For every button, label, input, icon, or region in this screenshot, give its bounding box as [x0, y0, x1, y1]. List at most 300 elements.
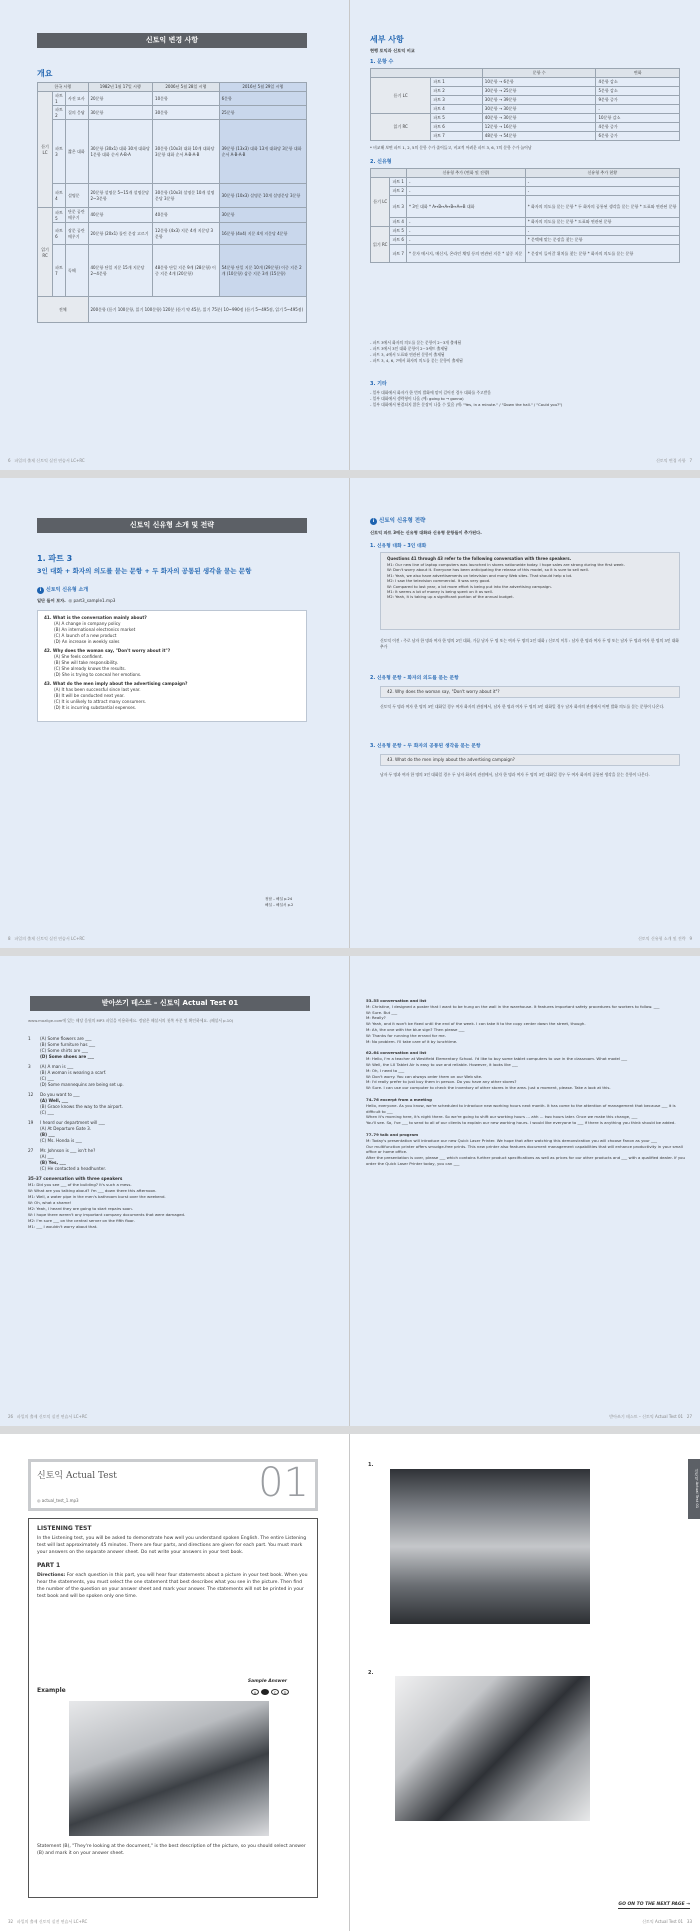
- page-folio: [638, 936, 692, 942]
- cell: 9문항 증가: [596, 96, 680, 105]
- heading-3: 3. 신유형 문항 – 두 화자의 공통된 생각을 묻는 문항: [370, 744, 481, 749]
- page-33: [350, 1434, 700, 1931]
- page-folio: [609, 1414, 692, 1420]
- cell: 파트 5: [53, 208, 66, 223]
- cell: 4문항 감소: [596, 78, 680, 87]
- info-icon: i: [37, 587, 44, 594]
- listening-text: In the Listening test, you will be asked to demonstrate how well you understand spoken English. The entire Listening test will last approximately 45 minutes. There are four parts, and directions are given for each part. You must mark your answers on the separate answer sheet. Do not write your answers in your test book.: [37, 1536, 307, 1555]
- block-line[interactable]: W: Sure. I can use our computer to check the inventory of other stores in the area. Just a moment, please. Take a look at this.: [366, 1085, 611, 1091]
- cell: 30문항 (10x3) 설명문 10개 설명문당 3문항: [153, 184, 220, 208]
- page-folio: [8, 458, 85, 464]
- total-label: 전체: [38, 297, 89, 323]
- page-7: [350, 0, 700, 470]
- heading-2: 2. 신유형 문항 – 화자의 의도를 묻는 문항: [370, 676, 459, 681]
- question-2-photo: [395, 1676, 590, 1821]
- block-line[interactable]: M: Oh, I need to ___: [366, 1067, 405, 1073]
- question-text: 42. Why does the woman say, "Don't worry about it"?: [44, 648, 171, 653]
- item-number: 12: [28, 1092, 34, 1097]
- item-number: 19: [28, 1120, 34, 1125]
- item-line[interactable]: (D) Some mannequins are being set up.: [40, 1082, 124, 1087]
- item-line[interactable]: (C) ___: [40, 1110, 54, 1115]
- item-line[interactable]: (D) Some shoes are ___: [40, 1054, 94, 1059]
- cell: 파트 6: [390, 236, 407, 245]
- page-folio: [642, 1919, 692, 1925]
- listening-heading: LISTENING TEST: [37, 1525, 92, 1532]
- page-number: 27: [686, 1414, 692, 1419]
- spread-2: [0, 478, 700, 948]
- cell: 파트 4: [431, 105, 483, 114]
- th-2016: 2016년 5월 29일 시행: [219, 83, 306, 92]
- block-line[interactable]: M: Christine, I designed a poster that I want to be hung on the wall in the warehouse. It features important safety procedures for workers to follow. ___: [366, 1003, 660, 1009]
- th-count: 문항 수: [482, 69, 596, 78]
- total-text: 200문항 (듣기 100문항, 읽기 100문항) 120분 (듣기 약 45분, 읽기 75분) 10~990점 (듣기 5~495점, 읽기 5~495점): [88, 297, 306, 323]
- page-number: 8: [8, 936, 11, 941]
- part-heading: PART 1: [37, 1562, 61, 1569]
- block-title: 53–55 conversation and list: [366, 998, 427, 1003]
- dictation-blocks: [366, 998, 686, 1167]
- cell: 40문항: [88, 208, 153, 223]
- item-number: 27: [28, 1148, 34, 1153]
- folio-text: 파일의 출제 신토익 실전 연습서 LC+RC: [14, 936, 85, 941]
- conversation-line[interactable]: M2: I'm sure ___ on the central server on the fifth floor.: [28, 1218, 135, 1223]
- cell: 10문항 감소: [596, 114, 680, 123]
- cell: 파트 6: [53, 223, 66, 245]
- th-korea: 한국 시행: [38, 83, 89, 92]
- cell: 파트 2: [53, 106, 66, 120]
- cell: 질의 응답: [66, 106, 88, 120]
- option[interactable]: (A) It has been successful since last year.: [54, 687, 141, 692]
- block-line[interactable]: W: Sure. But ___: [366, 1009, 398, 1015]
- option[interactable]: (D) She is trying to conceal her emotions.: [54, 672, 142, 677]
- subsection-2: 2. 신유형: [370, 159, 392, 165]
- cell: 20문항 (20x1) 틀린 문장 고르기: [88, 223, 153, 245]
- cell: 30문항: [153, 106, 220, 120]
- item-number: 3: [28, 1064, 31, 1069]
- block-line[interactable]: W: Thanks for running the errand for me.: [366, 1032, 446, 1038]
- question-text: 41. What is the conversation mainly about?: [44, 615, 147, 620]
- section-heading: [370, 516, 425, 525]
- block-line[interactable]: M: No problem. I'll take care of it by lunchtime.: [366, 1038, 458, 1044]
- conversation-line[interactable]: W: Oh, what a shame!: [28, 1200, 72, 1205]
- folio-text: 파일의 출제 신토익 실전 연습서 LC+RC: [16, 1919, 88, 1924]
- page-27: [350, 956, 700, 1426]
- conversation-line[interactable]: W: I hope there weren't any important company documents that were damaged.: [28, 1212, 186, 1217]
- bubble-c[interactable]: C: [271, 1689, 279, 1695]
- cell: 30문항 (10x3) 대화 10개 대화당 3문항 대화 순서 A-B-A-B: [153, 120, 220, 184]
- note-line: - 일부 대화에서 화자가 한 번의 발화에 말이 길어진 경우 대화를 주고받음: [370, 390, 492, 395]
- cell: 설명문: [66, 184, 88, 208]
- page-folio: [8, 1414, 87, 1420]
- go-on-footer: [618, 1902, 690, 1909]
- heading-1: 1. 신유형 대화 – 3인 대화: [370, 544, 427, 549]
- item-number: 1: [28, 1036, 31, 1041]
- folio-text: 신토익 Actual Test 01: [642, 1919, 684, 1924]
- notes-block: [370, 340, 680, 364]
- cell: -: [407, 236, 526, 245]
- cell: 파트 7: [53, 245, 66, 297]
- cell: 단문 공란 메우기: [66, 208, 88, 223]
- listening-box: [28, 1518, 318, 1898]
- page-number: 32: [8, 1919, 14, 1924]
- cell: 20문항 설명문 5~15개 설명문당 2~3문항: [88, 184, 153, 208]
- cell: 파트 3: [53, 120, 66, 184]
- go-on-text: GO ON TO THE NEXT PAGE: [618, 1902, 685, 1907]
- question-text: 43. What do the men imply about the advertising campaign?: [387, 757, 515, 762]
- sub-heading: [37, 586, 88, 594]
- audio-file[interactable]: actual_test_1.mp3: [41, 1498, 79, 1503]
- script-line: W: Don't worry about it. Everyone has been anticipating the release of this model, so it is sure to sell well.: [387, 567, 589, 573]
- cell: 30문항: [88, 106, 153, 120]
- option[interactable]: (C) A launch of a new product: [54, 633, 117, 638]
- rc-label: 읽기 RC: [371, 227, 390, 263]
- audio-line: [37, 1498, 79, 1503]
- test-number: 01: [258, 1460, 309, 1506]
- sub-heading-text: 신토익 신유형 소개: [46, 587, 89, 593]
- cell: * 화자의 의도를 묻는 문항 * 두 화자의 공통된 생각을 묻는 문항 * 도표와 연관된 문항: [525, 196, 679, 218]
- page-number: 26: [8, 1414, 14, 1419]
- note-line: - 파트 3에서 3인 대화 문항이 2~3세트 출제됨: [370, 346, 448, 351]
- answer-ref-1: 정답 – 해설 p.24: [265, 897, 293, 901]
- block-line[interactable]: You'll see. So, I've ___ to send to all of our clients to explain our new working hours. I would like everyone to ___ if there is anything you think should be added.: [366, 1120, 676, 1126]
- th-status: 신유형 추가 현황: [525, 169, 679, 178]
- block-line[interactable]: Our multifunction printer offers smudge-free prints. This new printer also features document management capabilities that will enhance productivity in your small office or home office.: [366, 1143, 683, 1155]
- block-line[interactable]: M: Hello, I'm a teacher at Westfield Elementary School. I'd like to buy some tablet computers to use in the classroom. What model ___: [366, 1056, 628, 1062]
- cell: -: [525, 187, 679, 196]
- item-line[interactable]: (C) Some shirts are ___: [40, 1048, 88, 1053]
- item-line[interactable]: (B) Some furniture has ___: [40, 1042, 96, 1047]
- page-32: [0, 1434, 350, 1931]
- directions: [37, 1572, 309, 1600]
- options: [44, 687, 300, 711]
- page-number: 9: [689, 936, 692, 941]
- answer-ref: [265, 896, 293, 908]
- cell: 12문항 → 16문항: [482, 123, 596, 132]
- script-line: W: Compared to last year, a lot more effort is being put into the advertising campaign.: [387, 583, 552, 589]
- listen-label: 일단 들어 보자.: [37, 598, 66, 603]
- cell: 파트 2: [431, 87, 483, 96]
- part-title: 1. 파트 3: [37, 554, 73, 563]
- cell: 파트 6: [431, 123, 483, 132]
- page-banner: 받아쓰기 테스트 – 신토익 Actual Test 01: [30, 996, 310, 1011]
- block-line[interactable]: M: Really?: [366, 1015, 386, 1021]
- cell: 16문항 (4x4) 지문 4개 지문당 4문항: [219, 223, 306, 245]
- script-line: M2: I saw the television commercial. It was very good.: [387, 578, 491, 584]
- th-2006: 2006년 5월 28일 시행: [153, 83, 220, 92]
- explanation-1: 신토익 이전 : 주로 남자 한 명과 여자 한 명의 2인 대화, 가끔 남자 두 명 또는 여자 두 명의 2인 대화 / 신토익 이후 : 남자 한 명과 여자 두 명 또는 남자 두 명과 여자 한 명의 3인 대화 추가: [380, 638, 679, 649]
- note-line: - 일부 대화에서 생략형이 나옴 (예: going to → gonna): [370, 396, 464, 401]
- audio-file[interactable]: part3_sample1.mp3: [73, 598, 116, 603]
- cell: 48문항 단일 지문 9개 (28문항) 이중 지문 4개 (20문항): [153, 245, 220, 297]
- page-folio: [656, 458, 692, 464]
- question-number-2: 2.: [368, 1670, 374, 1676]
- explanation-3: 남자 두 명과 여자 한 명의 3인 대화일 경우 두 남자 화자의 관점에서, 남자 한 명과 여자 두 명의 3인 대화일 경우 두 여자 화자의 공통된 생각을 묻는 문항이 나온다.: [380, 772, 650, 777]
- cell: 30문항: [219, 208, 306, 223]
- conversation-line[interactable]: M1: Did you see ___ of the building? It's such a mess.: [28, 1182, 132, 1187]
- cell: 30문항 (30x1) 대화 30개 대화당 1문항 대화 순서 A-B-A: [88, 120, 153, 184]
- answer-ref-2: 해설 – 해설서 p.2: [265, 903, 294, 907]
- note-line: - 파트 3, 4에서 도표와 연관된 문항이 출제됨: [370, 352, 445, 357]
- questions-lead: Questions 41 through 43 refer to the following conversation with three speakers.: [387, 556, 572, 561]
- th-1982: 1982년 1월 17일 시행: [88, 83, 153, 92]
- block-line[interactable]: When it's morning here, it's night there. So we're going to shift our working hours ... ahh ... two hours later. Once we make this change, ___: [366, 1114, 638, 1120]
- note-line: - 일부 대화에서 완결되지 않은 문장이 나올 수 있음 (예: "Yes, in a minute." / "Down the hall." / "Could you?"): [370, 402, 563, 407]
- test-header: [28, 1459, 318, 1511]
- question-43: [44, 681, 300, 711]
- item-line[interactable]: (C) He contacted a headhunter.: [40, 1166, 107, 1171]
- cell: 6문항 증가: [596, 132, 680, 141]
- cell: 30문항 → 39문항: [482, 96, 596, 105]
- item-line[interactable]: (B) ___: [40, 1132, 55, 1137]
- options: [44, 654, 300, 678]
- cell: * 문자 메시지, 메신저, 온라인 채팅 등의 연관된 지문 * 삼중 지문: [407, 245, 526, 263]
- cell: 5문항 감소: [596, 87, 680, 96]
- option[interactable]: (B) It will be conducted next year.: [54, 693, 125, 698]
- bubble-b-filled[interactable]: [261, 1689, 269, 1695]
- item-line[interactable]: I heard our department will ___: [40, 1120, 105, 1125]
- option[interactable]: (A) A change in company policy: [54, 621, 121, 626]
- cell: 10문항: [153, 92, 220, 106]
- conversation: [28, 1182, 318, 1230]
- page-6: [0, 0, 350, 470]
- example-photo: [69, 1701, 269, 1836]
- rc-label: 읽기 RC: [371, 114, 431, 141]
- block-line[interactable]: M: Today's presentation will introduce our new Quick Laser Printer. We hope that after watching this demonstration you will choose Fanon as your ___: [366, 1137, 657, 1143]
- item-line[interactable]: (C) ___: [40, 1076, 54, 1081]
- item-line[interactable]: (A) Some flowers are ___: [40, 1036, 92, 1041]
- block-53-55: [366, 998, 686, 1044]
- cell: * 3인 대화 * A↔B↔A↔B↔A↔B 대화: [407, 196, 526, 218]
- cell: 6문항: [219, 92, 306, 106]
- cell: 독해: [66, 245, 88, 297]
- page-folio: [8, 1919, 87, 1925]
- intro: www.mozilge.com에 있는 해당 음원의 MP3 파일을 이용하세요. 정답은 해설서의 첫쪽 부분 및 확인하세요. (해설서 p.10): [28, 1018, 234, 1023]
- page-banner: 신토익 신유형 소개 및 전략: [37, 518, 307, 533]
- headphones-icon: ◎: [68, 598, 73, 603]
- cell: * 문장이 들어갈 위치를 찾는 문항 * 화자의 의도를 묻는 문항: [525, 245, 679, 263]
- page-8: [0, 478, 350, 948]
- cell: 파트 7: [431, 132, 483, 141]
- block-74-76: [366, 1097, 686, 1126]
- th-change: 변화: [596, 69, 680, 78]
- th: [371, 169, 407, 178]
- item-line[interactable]: (A) Well, ___: [40, 1098, 69, 1103]
- folio-text: 파일의 출제 신토익 실전 연습서 LC+RC: [16, 1414, 88, 1419]
- cell: 39문항 (13x3) 대화 13개 대화당 3문항 대화 순서 A-B-A-B: [219, 120, 306, 184]
- item-line[interactable]: (B) A woman is wearing a scarf.: [40, 1070, 107, 1075]
- sample-answer-bubbles: [251, 1689, 289, 1695]
- cell: 짧은 대화: [66, 120, 88, 184]
- cell: * 문맥에 맞는 문장을 찾는 문항: [525, 236, 679, 245]
- cell: 25문항: [219, 106, 306, 120]
- item-line[interactable]: (A) A man is ___: [40, 1064, 74, 1069]
- item-line[interactable]: (A) At Departure Gate 3.: [40, 1126, 92, 1131]
- cell: 파트 5: [390, 227, 407, 236]
- cell: -: [407, 187, 526, 196]
- spread-3: [0, 956, 700, 1426]
- option[interactable]: (D) An increase in weekly sales: [54, 639, 120, 644]
- cell: 40문항 → 30문항: [482, 114, 596, 123]
- section-title: 개요: [37, 69, 53, 78]
- page-number: 6: [8, 458, 11, 463]
- cell: 40문항 단일 지문 15개 지문당 2~4문항: [88, 245, 153, 297]
- cell: 파트 1: [431, 78, 483, 87]
- option[interactable]: (C) She already knows the results.: [54, 666, 126, 671]
- spread-1: [0, 0, 700, 470]
- item-line[interactable]: (B) Yes, ___: [40, 1160, 66, 1165]
- statement: Statement (B), "They're looking at the document," is the best description of the picture, so you should select answer (B) and mark it on your answer sheet.: [37, 1844, 306, 1856]
- section-title: 세부 사항: [370, 35, 404, 44]
- cell: * 화자의 의도를 묻는 문항 * 도표와 연관된 문항: [525, 218, 679, 227]
- cell: 파트 3: [431, 96, 483, 105]
- conversation-line[interactable]: M2: Yeah, I heard they are going to start repairs soon.: [28, 1206, 134, 1211]
- intro: 신토익 파트 3에는 신유형 대화와 신유형 문항들이 추가된다.: [370, 530, 482, 535]
- question-42: [44, 648, 300, 678]
- block-line[interactable]: W: Don't worry. You can always order them on our Web site.: [366, 1073, 483, 1079]
- info-icon: i: [370, 518, 377, 525]
- cell: 장문 공란 메우기: [66, 223, 88, 245]
- directions-label: Directions:: [37, 1573, 66, 1578]
- cell: 10문항 → 6문항: [482, 78, 596, 87]
- script-line: M1: It seems a lot of money is being spent on it as well.: [387, 589, 494, 595]
- section-heading-text: 신토익 신유형 전략: [379, 518, 426, 524]
- overview-table: [37, 82, 307, 323]
- question-text: 42. Why does the woman say, "Don't worry about it"?: [387, 689, 500, 694]
- item-19: [28, 1120, 318, 1144]
- item-12: [28, 1092, 318, 1116]
- option[interactable]: (B) She will take responsibility.: [54, 660, 118, 665]
- page-26: [0, 956, 350, 1426]
- page-9: [350, 478, 700, 948]
- type-table: [370, 168, 680, 263]
- dictation-items: [28, 1036, 318, 1230]
- block-line[interactable]: After the presentation is over, please ___ which contains further product specifications as well as prices for our other products and ___ with a qualified dealer. If you order the Quick Laser Printer today, you can ___: [366, 1155, 685, 1166]
- th: [371, 69, 483, 78]
- cell: -: [407, 178, 526, 187]
- script-line: M1: Our new line of laptop computers was launched in stores nationwide today. I hope sales are strong during the first week.: [387, 562, 625, 567]
- conversation-line[interactable]: W: What are you talking about? I'm ___ down there this afternoon.: [28, 1188, 157, 1193]
- cell: 48문항 → 54문항: [482, 132, 596, 141]
- part-subtitle: 3인 대화 + 화자의 의도를 묻는 문항 + 두 화자의 공통된 생각을 묻는 문항: [37, 567, 252, 575]
- spread-4: [0, 1434, 700, 1931]
- block-title: 77–79 talk and program: [366, 1131, 419, 1137]
- note: * 비교해 보면 파트 1, 2, 5의 문항 수가 줄어들고, 비교적 어려운 파트 3, 6, 7의 문항 수가 늘어남: [370, 145, 532, 150]
- question-41: [44, 615, 300, 645]
- item-line[interactable]: (C) Ms. Honda is ___: [40, 1138, 82, 1143]
- conversation-line[interactable]: M1: Well, a water pipe in the men's bathroom burst over the weekend.: [28, 1194, 166, 1199]
- option[interactable]: (D) It is incurring substantial expenses.: [54, 705, 137, 710]
- explanation-2: 신토익 두 명과 여자 한 명의 3인 대화일 경우 여자 화자의 관점에서, 남자 한 명과 여자 두 명의 3인 대화일 경우 남자 화자의 관점에서 어떤 발화 의도를 묻는 문항이 나온다.: [380, 704, 665, 709]
- block-line[interactable]: W: Yeah, and it won't be fixed until the end of the week. I can take it to the copy center down the street, though.: [366, 1021, 586, 1027]
- count-table: [370, 68, 680, 141]
- cell: 20문항: [88, 92, 153, 106]
- script-box: [380, 552, 680, 630]
- cell: 30문항 → 25문항: [482, 87, 596, 96]
- rc-label: 읽기 RC: [38, 208, 53, 297]
- cell: -: [407, 218, 526, 227]
- question-box: [37, 610, 307, 722]
- cell: 파트 1: [390, 178, 407, 187]
- block-line[interactable]: M: Ah, the one with the blue sign? Then please ___: [366, 1026, 465, 1032]
- th-new: 신유형 추가 (변화 및 진행): [407, 169, 526, 178]
- question-42-box: [380, 686, 680, 698]
- script-line: M2: Yeah, it is taking up a significant portion of the annual budget.: [387, 594, 514, 600]
- subsection-1: 1. 문항 수: [370, 59, 394, 65]
- page-banner: 신토익 변경 사항: [37, 33, 307, 48]
- cell: 사진 묘사: [66, 92, 88, 106]
- cell: -: [596, 105, 680, 114]
- folio-text: 신토익 변경 사항: [656, 458, 686, 463]
- cell: 파트 4: [390, 218, 407, 227]
- script-line: M1: Yeah, we also have advertisements on television and many Web sites. That should help a lot.: [387, 572, 573, 578]
- lc-label: 듣기 LC: [371, 178, 390, 227]
- page-number: 7: [689, 458, 692, 463]
- sample-answer-label: Sample Answer: [247, 1679, 287, 1684]
- bubble-a[interactable]: A: [251, 1689, 259, 1695]
- question-text: 43. What do the men imply about the advertising campaign?: [44, 681, 188, 686]
- block-line[interactable]: M: I'd really prefer to just buy them in person. Do you have any other stores?: [366, 1079, 517, 1085]
- note-line: - 파트 3에서 화자의 의도를 묻는 문항이 2~3개 출제됨: [370, 340, 462, 345]
- folio-text: 신토익 신유형 소개 및 전략: [638, 936, 686, 941]
- item-3: [28, 1064, 318, 1088]
- bubble-d[interactable]: D: [281, 1689, 289, 1695]
- cell: -: [407, 227, 526, 236]
- page-folio: [8, 936, 85, 942]
- cell: 파트 2: [390, 187, 407, 196]
- arrow-right-icon: →: [686, 1902, 690, 1907]
- subsection-3: 3. 기타: [370, 381, 387, 387]
- cell: 파트 7: [390, 245, 407, 263]
- options: [44, 621, 300, 645]
- option[interactable]: (B) An international electronics market: [54, 627, 136, 632]
- block-title: 74–76 excerpt from a meeting: [366, 1096, 432, 1102]
- cell: 30문항 → 30문항: [482, 105, 596, 114]
- item-line[interactable]: (B) Grace knows the way to the airport.: [40, 1104, 123, 1109]
- cell: 30문항 (10x3) 설명문 10개 설명문당 3문항: [219, 184, 306, 208]
- note-line: - 파트 3, 4, 6, 7에서 화자의 의도를 묻는 문항이 출제됨: [370, 358, 463, 363]
- option[interactable]: (C) It is unlikely to attract many consumers.: [54, 699, 147, 704]
- conversation-line[interactable]: M1: ___ I wouldn't worry about that.: [28, 1224, 98, 1229]
- cell: 54문항 단일 지문 10개 (29문항) 이중 지문 2개 (10문항) 삼중 지문 3개 (15문항): [219, 245, 306, 297]
- item-line[interactable]: Mr. Johnson is ___ isn't he?: [40, 1148, 96, 1153]
- subtitle: 현행 토익과 신토익 비교: [370, 48, 415, 53]
- option[interactable]: (A) She feels confident.: [54, 654, 104, 659]
- item-27: [28, 1148, 318, 1172]
- listen-line: [37, 598, 115, 604]
- cell: 40문항: [153, 208, 220, 223]
- question-1-photo: [390, 1469, 590, 1624]
- block-line[interactable]: W: Well, the LX Tablet Air is easy to use and reliable. However, it looks like ___: [366, 1061, 518, 1067]
- block-title: 62–64 conversation and list: [366, 1050, 427, 1056]
- script: [387, 562, 673, 600]
- item-line[interactable]: (A) ___: [40, 1154, 54, 1159]
- cell: 4문항 증가: [596, 123, 680, 132]
- headphones-icon: ◎: [37, 1498, 41, 1503]
- item-1: [28, 1036, 318, 1060]
- directions-text: For each question in this part, you will hear four statements about a picture in your test book. When you hear the statements, you must select the one statement that best describes what you see in the picture. Then find the number of the question on your answer sheet and mark your answer. The statements will not be printed in your test book and will be spoken only one time.: [37, 1573, 308, 1599]
- cell: 12문항 (4x3) 지문 4개 지문당 3문항: [153, 223, 220, 245]
- side-tab: 신토익 Actual Test 01: [688, 1459, 700, 1519]
- folio-text: 파일의 출제 신토익 실전 연습서 LC+RC: [14, 458, 85, 463]
- lc-label: 듣기 LC: [371, 78, 431, 114]
- block-line[interactable]: Hello, everyone. As you know, we're scheduled to introduce new working hours next month. It has come to the attention of management that because ___ it is difficult to ___: [366, 1102, 676, 1114]
- question-number-1: 1.: [368, 1462, 374, 1468]
- folio-text: 받아쓰기 테스트 – 신토익 Actual Test 01: [609, 1414, 684, 1419]
- page-number: 33: [686, 1919, 692, 1924]
- block-62-64: [366, 1050, 686, 1091]
- item-line[interactable]: Do you want to ___: [40, 1092, 80, 1097]
- block-77-79: [366, 1132, 686, 1167]
- conversation-title: 35–37 conversation with three speakers: [28, 1176, 123, 1181]
